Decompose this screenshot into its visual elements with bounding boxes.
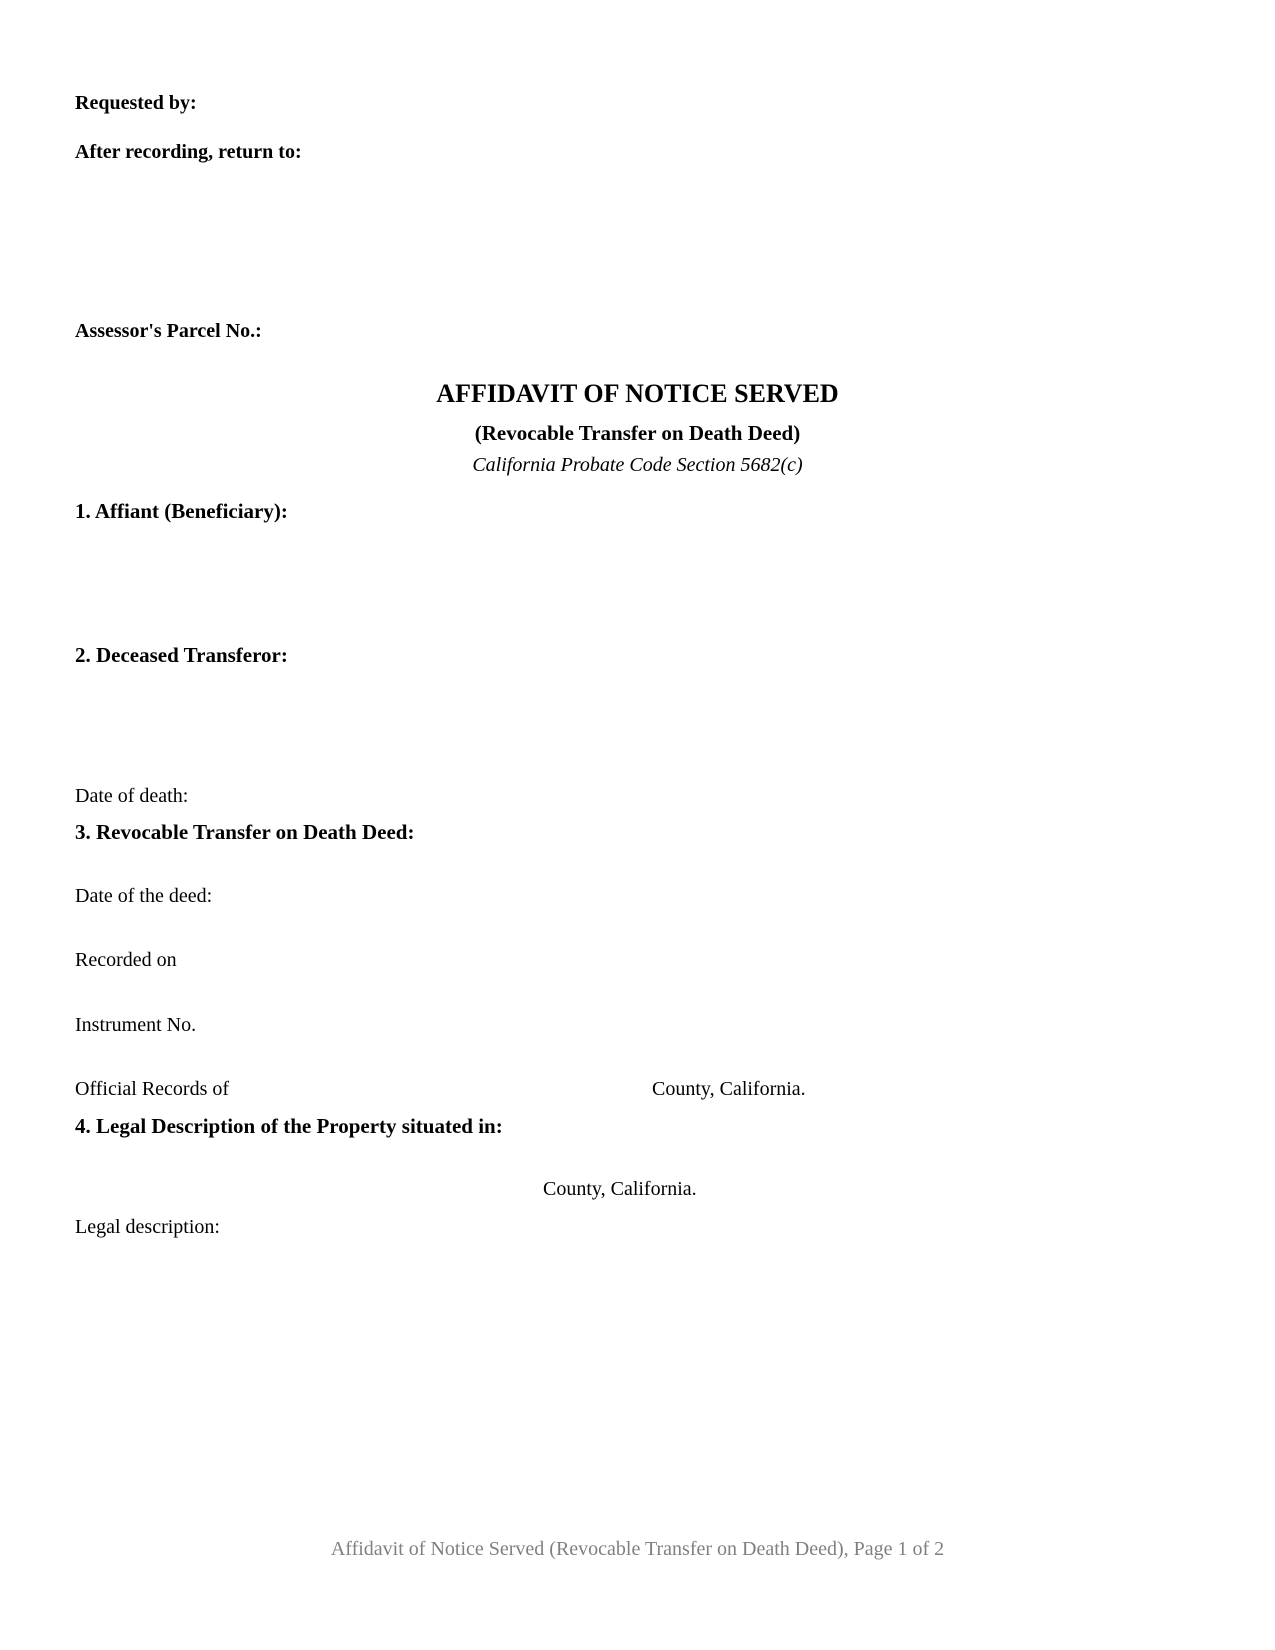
legal-heading: 4. Legal Description of the Property situated in:: [75, 1114, 503, 1138]
legal-county-suffix: County, California.: [543, 1178, 697, 1200]
statute-reference: California Probate Code Section 5682(c): [472, 454, 803, 476]
official-records-county-suffix: County, California.: [652, 1078, 806, 1100]
parcel-no-label: Assessor's Parcel No.:: [75, 320, 262, 342]
official-records-label: Official Records of: [75, 1078, 230, 1100]
page-footer: Affidavit of Notice Served (Revocable Transfer on Death Deed), Page 1 of 2: [330, 1538, 945, 1560]
recorded-on-label: Recorded on: [75, 949, 177, 971]
legal-description-label: Legal description:: [75, 1216, 220, 1238]
transferor-heading: 2. Deceased Transferor:: [75, 643, 288, 667]
deed-heading: 3. Revocable Transfer on Death Deed:: [75, 820, 415, 844]
date-of-death-label: Date of death:: [75, 785, 189, 807]
document-subtitle: (Revocable Transfer on Death Deed): [474, 421, 801, 445]
requested-by-label: Requested by:: [75, 92, 197, 114]
date-of-deed-label: Date of the deed:: [75, 885, 213, 907]
affiant-heading: 1. Affiant (Beneficiary):: [75, 499, 288, 523]
return-to-label: After recording, return to:: [75, 141, 302, 163]
document-title: AFFIDAVIT OF NOTICE SERVED: [436, 379, 839, 408]
instrument-no-label: Instrument No.: [75, 1014, 197, 1036]
